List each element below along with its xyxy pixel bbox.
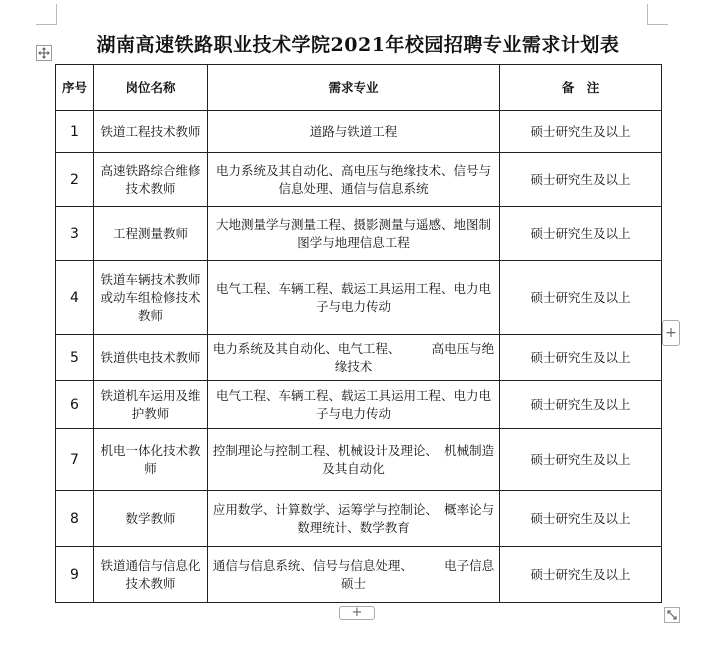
table-row	[56, 491, 662, 547]
cell-no: 9	[56, 547, 94, 603]
cell-no: 4	[56, 261, 94, 335]
cell-note: 硕士研究生及以上	[500, 111, 662, 153]
cell-note: 硕士研究生及以上	[500, 491, 662, 547]
plus-icon: +	[351, 605, 363, 620]
cell-major: 电力系统及其自动化、电气工程、 高电压与绝缘技术	[208, 335, 500, 381]
cell-major: 电力系统及其自动化、高电压与绝缘技术、信号与信息处理、通信与信息系统	[208, 153, 500, 207]
cell-no: 6	[56, 381, 94, 429]
page-corner-mark-left	[36, 4, 57, 25]
table-row	[56, 261, 662, 335]
table-row	[56, 111, 662, 153]
plus-icon: +	[665, 325, 677, 341]
cell-position: 机电一体化技术教师	[94, 429, 208, 491]
cell-position: 高速铁路综合维修技术教师	[94, 153, 208, 207]
page-corner-mark-right	[647, 4, 668, 25]
cell-major: 应用数学、计算数学、运筹学与控制论、 概率论与数理统计、数学教育	[208, 491, 500, 547]
table-row	[56, 207, 662, 261]
table-row	[56, 153, 662, 207]
cell-position: 铁道机车运用及维护教师	[94, 381, 208, 429]
table-row	[56, 381, 662, 429]
table-header-row	[56, 65, 662, 111]
recruitment-plan-table	[55, 64, 662, 603]
cell-no: 3	[56, 207, 94, 261]
cell-position: 工程测量教师	[94, 207, 208, 261]
add-column-button[interactable]	[662, 320, 680, 346]
document-title: 湖南高速铁路职业技术学院2021年校园招聘专业需求计划表	[96, 34, 620, 56]
cell-major: 控制理论与控制工程、机械设计及理论、 机械制造及其自动化	[208, 429, 500, 491]
cell-major: 通信与信息系统、信号与信息处理、 电子信息硕士	[208, 547, 500, 603]
cell-position: 铁道车辆技术教师或动车组检修技术教师	[94, 261, 208, 335]
table-resize-handle[interactable]	[664, 607, 680, 623]
cell-no: 5	[56, 335, 94, 381]
cell-position: 铁道工程技术教师	[94, 111, 208, 153]
table-row	[56, 429, 662, 491]
cell-no: 2	[56, 153, 94, 207]
header-no: 序号	[56, 65, 94, 111]
cell-no: 8	[56, 491, 94, 547]
table-move-handle[interactable]	[36, 45, 52, 61]
cell-major: 道路与铁道工程	[208, 111, 500, 153]
table-row	[56, 335, 662, 381]
cell-note: 硕士研究生及以上	[500, 261, 662, 335]
cell-position: 铁道通信与信息化技术教师	[94, 547, 208, 603]
add-row-button[interactable]	[339, 606, 375, 620]
cell-note: 硕士研究生及以上	[500, 429, 662, 491]
cell-no: 7	[56, 429, 94, 491]
cell-note: 硕士研究生及以上	[500, 335, 662, 381]
cell-major: 电气工程、车辆工程、载运工具运用工程、电力电子与电力传动	[208, 381, 500, 429]
cell-position: 铁道供电技术教师	[94, 335, 208, 381]
move-arrows-icon	[38, 47, 50, 59]
cell-note: 硕士研究生及以上	[500, 153, 662, 207]
header-major: 需求专业	[208, 65, 500, 111]
cell-position: 数学教师	[94, 491, 208, 547]
cell-note: 硕士研究生及以上	[500, 381, 662, 429]
cell-major: 大地测量学与测量工程、摄影测量与遥感、地图制图学与地理信息工程	[208, 207, 500, 261]
resize-diagonal-icon	[667, 610, 677, 620]
cell-note: 硕士研究生及以上	[500, 207, 662, 261]
cell-note: 硕士研究生及以上	[500, 547, 662, 603]
header-position: 岗位名称	[94, 65, 208, 111]
table-row	[56, 547, 662, 603]
cell-major: 电气工程、车辆工程、载运工具运用工程、电力电子与电力传动	[208, 261, 500, 335]
header-note: 备 注	[500, 65, 662, 111]
cell-no: 1	[56, 111, 94, 153]
